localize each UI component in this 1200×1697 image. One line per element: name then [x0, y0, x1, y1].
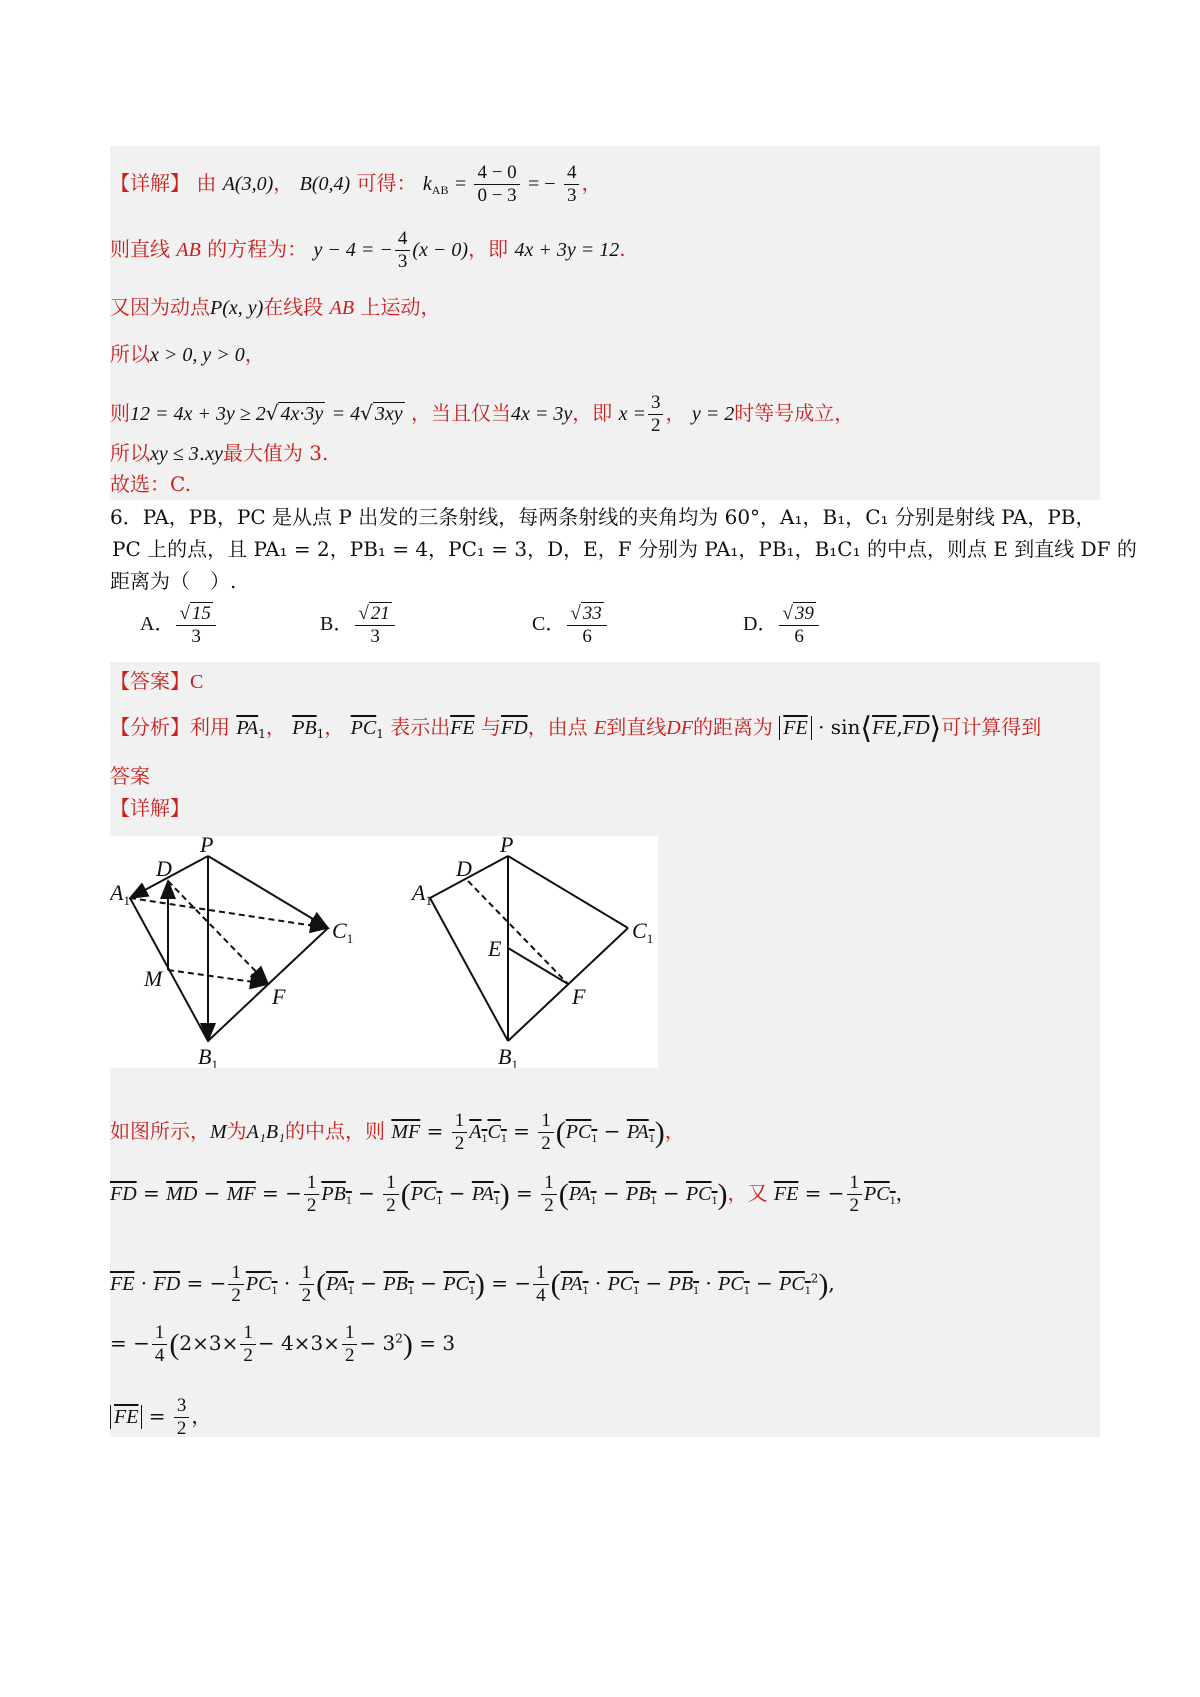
detail-tag: 【详解】 — [110, 171, 190, 195]
vector-a1c1 — [130, 898, 328, 928]
label-e-r: E — [488, 936, 502, 961]
q6-line2: PC 上的点，且 PA₁ = 2，PB₁ = 4，PC₁ = 3，D，E，F 分别为 PA₁，PB₁，B₁C₁ 的中点，则点 E 到直线 DF 的 — [112, 537, 1137, 561]
derive-line3: $\overline{FE} \cdot \overline{FD}$ = − $\frac{1}{2}$ $PC_1$ · $\frac{1}{2}$ $(PA_1 - PB_1 - PC_1)$ = − $\frac{1}{4}$ $(PA_1 \cdot PC_1 - PB_1 \cdot PC_1 - PC_1^2)$, — [110, 1262, 835, 1306]
option-a[interactable]: A． $\frac{√ 15}{3}$ — [140, 603, 218, 648]
label-f-r: F — [572, 984, 586, 1009]
label-d: D — [156, 856, 172, 881]
vector-mf — [168, 970, 268, 984]
left-diagram — [130, 856, 328, 1041]
sol5-line2: 则直线 AB 的方程为： y − 4 = − $\frac{4}{3}$ (x − 0)，即 4x + 3y = 12. — [110, 228, 626, 272]
label-d-r: D — [456, 856, 472, 881]
fraction: $\frac{3}{2}$ — [648, 392, 664, 437]
label-b1: $B_1$ — [198, 1044, 218, 1068]
edge-b1c1-r — [508, 928, 628, 1041]
label-c1: $C_1$ — [332, 918, 354, 946]
fraction: $\frac{4}{3}$ — [564, 162, 580, 207]
edge-b1c1 — [208, 928, 328, 1041]
label-f: F — [272, 984, 286, 1009]
detail-tag-2: 【详解】 — [110, 796, 190, 820]
label-m: M — [144, 966, 163, 991]
sol5-line6: 所以xy ≤ 3.xy最大值为 3. — [110, 441, 329, 465]
option-d[interactable]: D． $\frac{√ 39}{6}$ — [743, 603, 821, 648]
sol5-line7: 故选：C. — [110, 472, 191, 496]
segment-df — [468, 881, 568, 984]
fraction: $\frac{4 - 0}{0 - 3}$ — [474, 162, 519, 207]
answer-value: C — [190, 671, 204, 693]
edge-pc1-r — [508, 856, 628, 928]
label-c1-r: $C_1$ — [632, 918, 654, 946]
option-c[interactable]: C． $\frac{√ 33}{6}$ — [532, 603, 609, 648]
vector-df — [168, 881, 268, 984]
option-b[interactable]: B． $\frac{√ 21}{3}$ — [320, 603, 397, 648]
fraction: $\frac{4}{3}$ — [395, 228, 411, 273]
derive-line4: = − $\frac{1}{4}$ (2×3× $\frac{1}{2}$ − 4×3× $\frac{1}{2}$ − $3^2) = 3$ — [110, 1322, 456, 1366]
label-a1: $A_1$ — [110, 880, 130, 908]
analysis-line: 【分析】利用 $\overline{PA}_1$， $\overline{PB}_1$， $\overline{PC}_1$ 表示出$\overline{FE}$ 与$\overline{FD}$，由点 E到直线DF的距离为 $\overline{FE}$ · $\sin⟨\overline{FE},\overline{FD}⟩$可计算得到 — [110, 712, 1042, 745]
label-b1-r: $B_1$ — [498, 1044, 518, 1068]
sol5-line3: 又因为动点P(x, y)在线段 AB 上运动， — [110, 295, 441, 319]
q6-line3: 距离为（ ）. — [110, 569, 237, 593]
edge-a1b1-r — [430, 898, 508, 1041]
label-p: P — [200, 836, 214, 857]
tetrahedron-figure — [110, 836, 658, 1068]
derive-line2: $\overline{FD} = \overline{MD} - \overline{MF}$ = − $\frac{1}{2}$ $PB_1$ − $\frac{1}{2}$ $(PC_1 - PA_1)$ = $\frac{1}{2}$ $(PA_1 - PB_1 - PC_1)$，又 $\overline{FE}$ = − $\frac{1}{2}$ $PC_1$， — [110, 1172, 916, 1216]
label-a1-r: $A_1$ — [412, 880, 432, 908]
sol5-line5: 则12 = 4x + 3y ≥ 2√ 4x·3y = 4√ 3xy ，当且仅当4x = 3y，即 x = $\frac{3}{2}$ ， y = 2时等号成立， — [110, 392, 855, 436]
sol5-line4: 所以x > 0, y > 0， — [110, 342, 265, 366]
analysis-line-2: 答案 — [110, 764, 150, 788]
edge-pc1 — [208, 856, 328, 928]
answer-line: 【答案】C — [110, 669, 204, 693]
right-diagram — [430, 856, 628, 1041]
derive-line5: $\overline{FE}$ = $\frac{3}{2}$ ， — [110, 1395, 211, 1440]
derive-line1: 如图所示，M为A₁B₁的中点，则 $\overline{MF}$ = $\frac{1}{2}$ $A_1C_1$ = $\frac{1}{2}$ $(PC_1 - PA_1)$， — [110, 1110, 685, 1154]
label-p-r: P — [500, 836, 514, 857]
sol5-line1: 【详解】 由 A(3,0)， B(0,4) 可得： $k_{AB}$ = $\frac{4 - 0}{0 - 3}$ = − $\frac{4}{3}$ ， — [110, 162, 602, 206]
q6-line1: 6．PA，PB，PC 是从点 P 出发的三条射线，每两条射线的夹角均为 60°，A₁，B₁，C₁ 分别是射线 PA，PB， — [110, 505, 1096, 529]
